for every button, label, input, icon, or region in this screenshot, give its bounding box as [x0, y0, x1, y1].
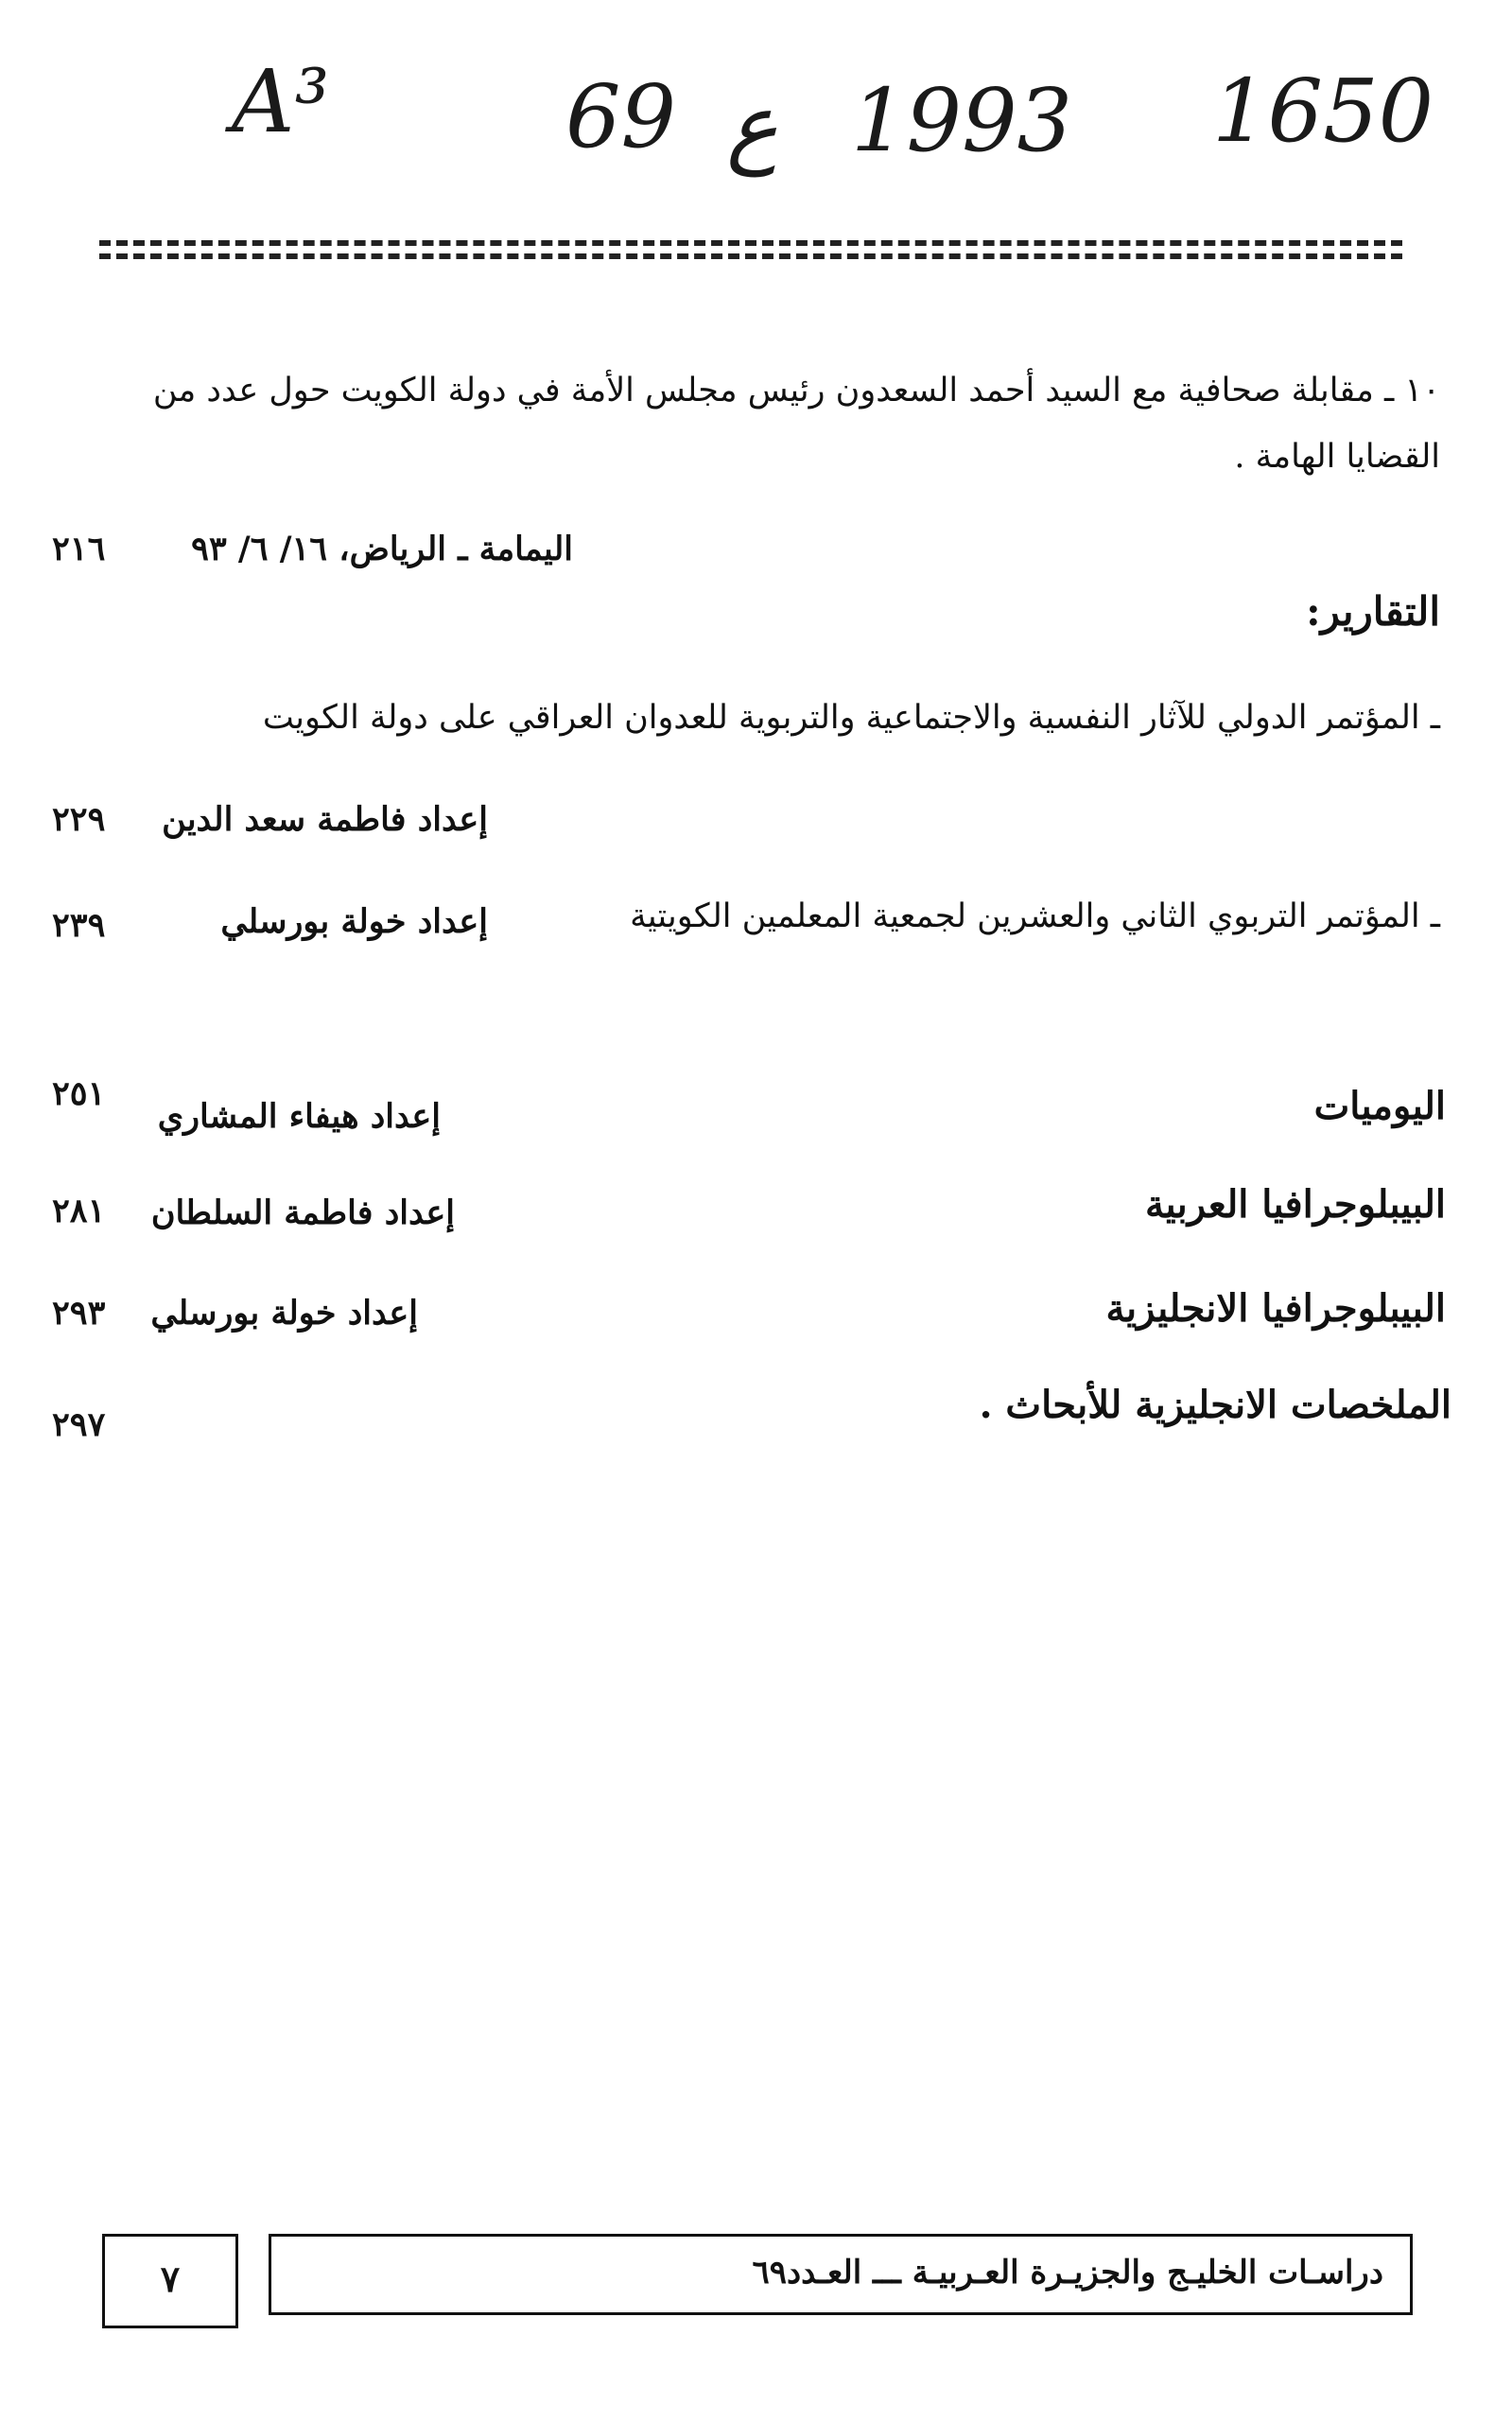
section-english-bibliography-page: ٢٩٣ [52, 1294, 106, 1333]
report-2-page: ٢٣٩ [52, 906, 106, 945]
section-diaries-author: إعداد هيفاء المشاري [157, 1097, 441, 1136]
handwritten-code: 1650 [1212, 61, 1434, 162]
footer-journal-box [269, 2234, 1413, 2315]
footer-page-box [102, 2234, 238, 2328]
header-rule-bottom [99, 253, 1402, 259]
section-arabic-bibliography-author: إعداد فاطمة السلطان [150, 1194, 455, 1232]
section-english-bibliography-author: إعداد خولة بورسلي [150, 1294, 418, 1333]
handwritten-letter: ع [726, 76, 778, 177]
report-1-author: إعداد فاطمة سعد الدين [162, 800, 488, 839]
section-arabic-bibliography-title: البيبلوجرافيا العربية [1145, 1182, 1446, 1227]
handwritten-year: 1993 [851, 70, 1073, 171]
reports-heading: التقارير: [1306, 588, 1440, 635]
interview-source: اليمامة ـ الرياض، ١٦/ ٦/ ٩٣ [191, 530, 573, 568]
section-diaries-page: ٢٥١ [52, 1074, 106, 1113]
report-2-author: إعداد خولة بورسلي [220, 902, 488, 941]
section-arabic-bibliography-page: ٢٨١ [52, 1192, 106, 1230]
header-rule-top [99, 240, 1402, 246]
footer-page-number: ٧ [160, 2257, 181, 2300]
report-1-page: ٢٢٩ [52, 800, 106, 839]
section-english-bibliography-title: البيبلوجرافيا الانجليزية [1105, 1286, 1446, 1331]
interview-page: ٢١٦ [52, 530, 106, 568]
interview-line-2: القضايا الهامة . [1234, 438, 1440, 476]
section-diaries-title: اليوميات [1313, 1084, 1446, 1128]
report-1-title: ـ المؤتمر الدولي للآثار النفسية والاجتماعية والتربوية للعدوان العراقي على دولة الكويت [262, 699, 1440, 737]
section-english-abstracts-page: ٢٩٧ [52, 1405, 106, 1444]
interview-line-1: ١٠ ـ مقابلة صحافية مع السيد أحمد السعدون رئيس مجلس الأمة في دولة الكويت حول عدد من [152, 372, 1440, 409]
handwritten-mark: A³ [232, 51, 330, 152]
section-english-abstracts-title: الملخصات الانجليزية للأبحاث . [979, 1383, 1451, 1427]
handwritten-issue: 69 [565, 66, 677, 167]
report-2-title: ـ المؤتمر التربوي الثاني والعشرين لجمعية المعلمين الكويتية [630, 897, 1440, 935]
footer-journal-title: دراسـات الخليـج والجزيـرة العـربيـة ـــ العـدد٦٩ [752, 2254, 1383, 2291]
